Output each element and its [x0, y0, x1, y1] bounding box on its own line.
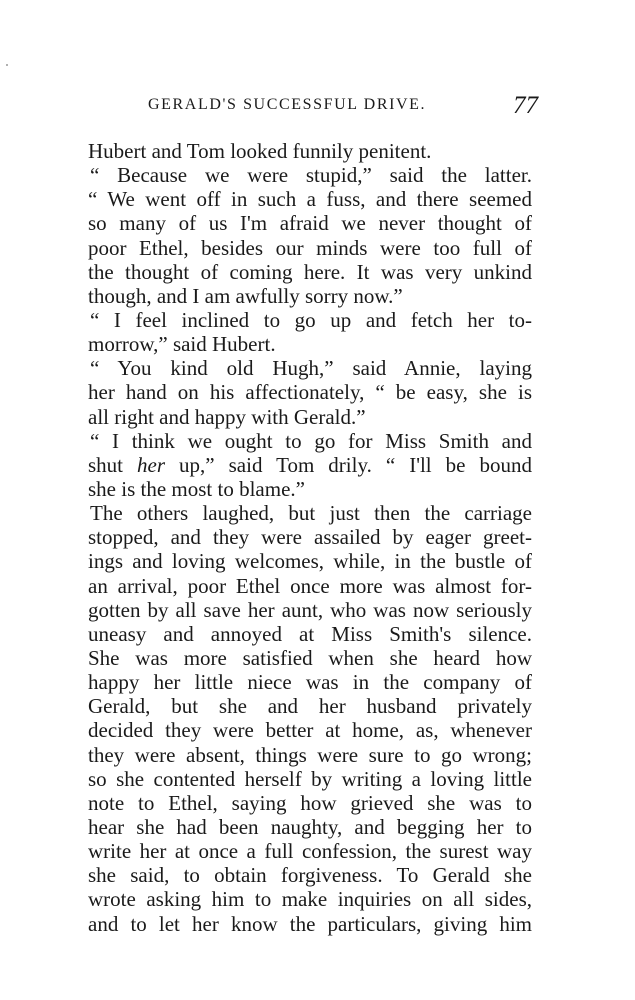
text-line: She was more satisfied when she heard how: [88, 645, 532, 670]
text-line: The others laughed, but just then the carriage: [90, 501, 532, 526]
text-line: morrow,” said Hubert.: [88, 332, 276, 357]
text-line: happy her little niece was in the company of: [88, 670, 532, 695]
paper-speck: [6, 64, 8, 66]
text-line: Gerald, but she and her husband privately: [88, 694, 532, 719]
text-line: an arrival, poor Ethel once more was almost for-: [88, 573, 532, 598]
emphasis-her: her: [137, 452, 166, 477]
text-line: she said, to obtain forgiveness. To Gerald she: [88, 863, 532, 888]
text-line: so many of us I'm afraid we never thought of: [88, 211, 532, 236]
text-line: her hand on his affectionately, “ be easy, she is: [88, 380, 532, 405]
text-line: gotten by all save her aunt, who was now seriously: [88, 597, 532, 622]
text-line: she is the most to blame.”: [88, 476, 305, 501]
text-line: “ You kind old Hugh,” said Annie, laying: [90, 356, 532, 381]
text-line: and to let her know the particulars, giving him: [88, 911, 532, 936]
text-line: uneasy and annoyed at Miss Smith's silence.: [88, 621, 532, 646]
text-line: “ I think we ought to go for Miss Smith and: [90, 428, 532, 453]
text-line: hear she had been naughty, and begging her to: [88, 814, 532, 839]
text-line: though, and I am awfully sorry now.”: [88, 283, 403, 308]
text-line: “ We went off in such a fuss, and there seemed: [88, 187, 532, 212]
running-head: GERALD'S SUCCESSFUL DRIVE.: [148, 96, 427, 113]
text-line: they were absent, things were sure to go wrong;: [88, 742, 532, 767]
text-line: Hubert and Tom looked funnily penitent.: [88, 139, 432, 163]
page-number: 77: [513, 92, 538, 119]
text-line: “ I feel inclined to go up and fetch her to-: [90, 307, 532, 332]
text-line: all right and happy with Gerald.”: [88, 404, 366, 429]
text-line: write her at once a full confession, the surest way: [88, 839, 532, 864]
text-line: note to Ethel, saying how grieved she was to: [88, 790, 532, 815]
text-line: shut her up,” said Tom drily. “ I'll be bound: [88, 452, 532, 477]
text-line: ings and loving welcomes, while, in the bustle of: [88, 549, 532, 574]
body-text: [88, 139, 532, 936]
text-line: poor Ethel, besides our minds were too full of: [88, 235, 532, 260]
text-line: the thought of coming here. It was very unkind: [88, 259, 532, 284]
text-line: so she contented herself by writing a loving little: [88, 766, 532, 791]
text-line: decided they were better at home, as, whenever: [88, 718, 532, 743]
text-line: wrote asking him to make inquiries on all sides,: [88, 887, 532, 912]
page-header: [88, 92, 538, 128]
text-line: stopped, and they were assailed by eager greet-: [88, 525, 532, 550]
text-line: “ Because we were stupid,” said the latter.: [90, 163, 532, 188]
